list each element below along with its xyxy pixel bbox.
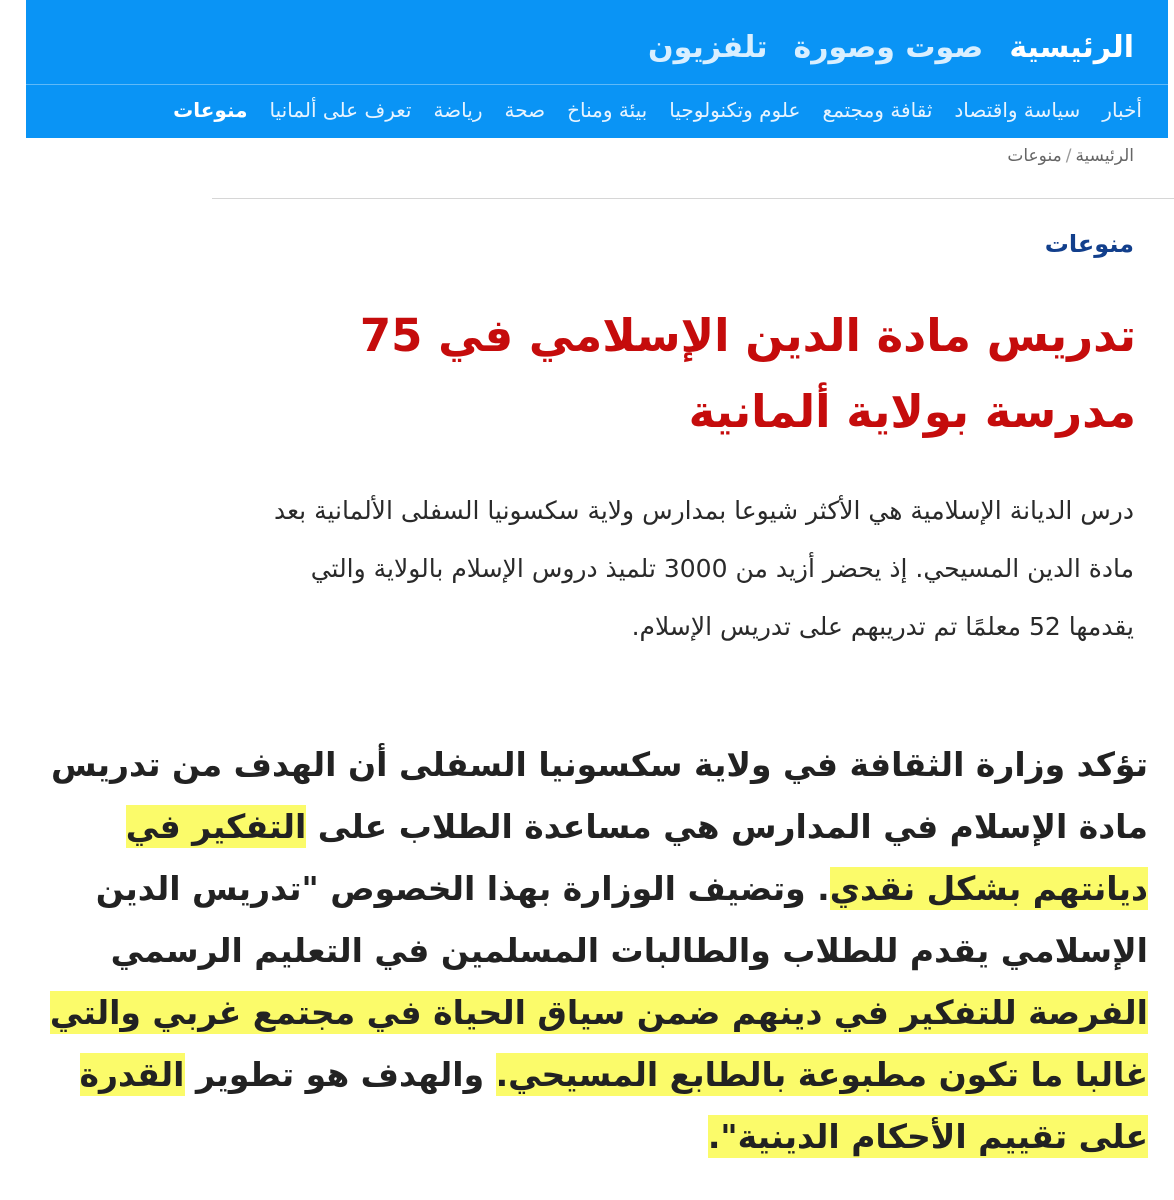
nav-tv[interactable]: تلفزيون [648,30,768,65]
breadcrumb [1007,146,1134,166]
primary-nav [648,30,1134,65]
highlight-critical-thinking: التفكير في ديانتهم بشكل نقدي [125,807,1148,908]
body-text-segment-3: والهدف هو تطوير [184,1055,496,1094]
secondary-nav [173,98,1142,122]
breadcrumb-separator: / [1065,146,1072,166]
article-category[interactable]: منوعات [1044,230,1134,258]
subnav-sports[interactable]: رياضة [433,98,483,122]
subnav-news[interactable]: أخبار [1102,98,1142,122]
body-text-segment-2: . وتضيف الوزارة بهذا الخصوص "تدريس الدين الإسلامي يقدم للطلاب والطالبات المسلمين في التعليم الرسمي [95,869,1148,970]
highlight-opportunity: الفرصة للتفكير في دينهم ضمن سياق الحياة في مجتمع غربي والتي غالبا ما تكون مطبوعة بالطابع المسيحي. [49,993,1148,1094]
breadcrumb-home[interactable]: الرئيسية [1075,146,1134,166]
article-headline: تدريس مادة الدين الإسلامي في 75 مدرسة بولاية ألمانية [359,309,1136,438]
content-divider [212,198,1174,199]
subnav-culture-society[interactable]: ثقافة ومجتمع [822,98,933,122]
breadcrumb-current: منوعات [1007,146,1062,166]
nav-divider [26,84,1168,85]
subnav-health[interactable]: صحة [504,98,546,122]
subnav-environment-climate[interactable]: بيئة ومناخ [567,98,648,122]
subnav-politics-economy[interactable]: سياسة واقتصاد [954,98,1081,122]
subnav-science-technology[interactable]: علوم وتكنولوجيا [669,98,801,122]
nav-audio-video[interactable]: صوت وصورة [793,30,984,65]
article-lead: درس الديانة الإسلامية هي الأكثر شيوعا بمدارس ولاية سكسونيا السفلى الألمانية بعد مادة الدين المسيحي. إذ يحضر أزيد من 3000 تلميذ دروس الإسلام بالولاية والتي يقدمها 52 معلمًا تم تدريبهم على تدريس الإسلام. [274,496,1134,641]
top-navigation-bar [26,0,1168,138]
subnav-discover-germany[interactable]: تعرف على ألمانيا [269,98,412,122]
highlight-ability: القدرة على تقييم الأحكام الدينية". [79,1055,1148,1156]
article-body [33,734,1148,1168]
body-text-segment-1: تؤكد وزارة الثقافة في ولاية سكسونيا السفلى أن الهدف من تدريس مادة الإسلام في المدارس هي مساعدة الطلاب على [51,745,1148,846]
subnav-miscellaneous[interactable]: منوعات [173,98,248,122]
nav-home[interactable]: الرئيسية [1009,30,1134,65]
